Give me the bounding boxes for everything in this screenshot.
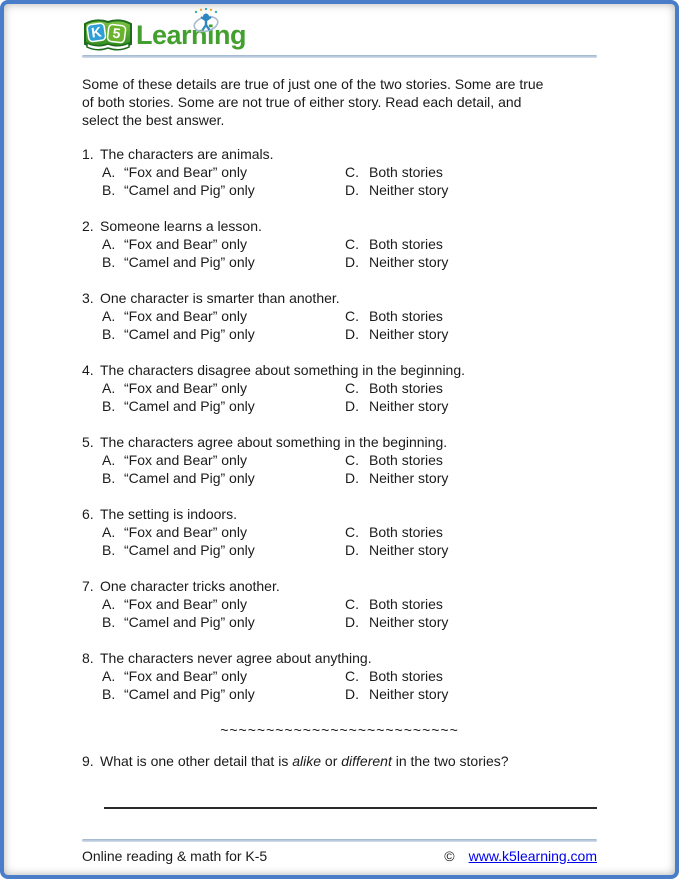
answer-line: [104, 807, 597, 809]
question-block: [82, 433, 597, 487]
option-label: Both stories: [369, 380, 443, 396]
option-letter: B.: [102, 542, 116, 558]
option-letter: B.: [102, 398, 116, 414]
question-block: [82, 361, 597, 415]
option-label: Neither story: [369, 614, 449, 630]
option-letter: B.: [102, 686, 116, 702]
option-letter: C.: [345, 308, 359, 324]
question-block: [82, 505, 597, 559]
question-number: 8.: [82, 650, 94, 666]
option-label: “Camel and Pig” only: [124, 398, 255, 414]
option-letter: D.: [345, 686, 359, 702]
option-letter: D.: [345, 614, 359, 630]
option-label: Both stories: [369, 668, 443, 684]
question-text: The characters are animals.: [100, 146, 274, 162]
option-letter: C.: [345, 452, 359, 468]
logo-letter-k: K: [90, 23, 103, 41]
option-letter: D.: [345, 182, 359, 198]
person-icon: [191, 8, 221, 34]
option-label: “Camel and Pig” only: [124, 470, 255, 486]
question-block: [82, 217, 597, 271]
logo-digit-5: 5: [111, 24, 122, 42]
option-label: “Fox and Bear” only: [124, 452, 247, 468]
header-rule: [82, 55, 597, 58]
question-number: 7.: [82, 578, 94, 594]
footer-tagline: Online reading & math for K-5: [82, 848, 268, 864]
instructions: [82, 75, 597, 129]
option-label: “Camel and Pig” only: [124, 542, 255, 558]
question-list: [82, 145, 597, 703]
question-number: 6.: [82, 506, 94, 522]
question-text: The setting is indoors.: [100, 506, 237, 522]
footer-rule: [82, 839, 597, 842]
option-label: “Fox and Bear” only: [124, 308, 247, 324]
option-label: “Camel and Pig” only: [124, 686, 255, 702]
question-text: The characters agree about something in the beginning.: [100, 434, 448, 450]
option-letter: C.: [345, 596, 359, 612]
question-number: 1.: [82, 146, 94, 162]
option-label: Neither story: [369, 542, 449, 558]
option-label: Both stories: [369, 596, 443, 612]
option-label: “Fox and Bear” only: [124, 596, 247, 612]
option-letter: C.: [345, 380, 359, 396]
option-label: Neither story: [369, 254, 449, 270]
option-letter: A.: [102, 452, 116, 468]
instructions-line-1: Some of these details are true of just one of the two stories. Some are true: [82, 76, 544, 92]
option-label: Neither story: [369, 398, 449, 414]
question-text: One character is smarter than another.: [100, 290, 340, 306]
option-letter: C.: [345, 164, 359, 180]
question-number: 5.: [82, 434, 94, 450]
option-letter: D.: [345, 254, 359, 270]
option-letter: C.: [345, 524, 359, 540]
question-text: Someone learns a lesson.: [100, 218, 262, 234]
option-letter: A.: [102, 668, 116, 684]
option-label: Neither story: [369, 326, 449, 342]
question-text: One character tricks another.: [100, 578, 280, 594]
option-letter: A.: [102, 380, 116, 396]
option-label: “Camel and Pig” only: [124, 254, 255, 270]
k5-learning-logo: [82, 15, 597, 55]
answer-options: [102, 523, 597, 559]
option-letter: D.: [345, 542, 359, 558]
option-letter: A.: [102, 236, 116, 252]
option-label: “Camel and Pig” only: [124, 182, 255, 198]
question-text: The characters never agree about anything.: [100, 650, 372, 666]
option-label: Neither story: [369, 182, 449, 198]
option-letter: C.: [345, 668, 359, 684]
option-letter: C.: [345, 236, 359, 252]
option-label: Both stories: [369, 524, 443, 540]
question-text: What is one other detail that is alike or different in the two stories?: [100, 753, 509, 769]
option-label: “Camel and Pig” only: [124, 326, 255, 342]
page-footer: [4, 839, 675, 865]
tilde-separator: ~~~~~~~~~~~~~~~~~~~~~~~~~~: [220, 722, 459, 738]
brand-text: Learning: [136, 20, 247, 50]
option-label: “Fox and Bear” only: [124, 524, 247, 540]
option-letter: D.: [345, 326, 359, 342]
question-number: 2.: [82, 218, 94, 234]
answer-options: [102, 451, 597, 487]
option-letter: A.: [102, 524, 116, 540]
option-label: Both stories: [369, 236, 443, 252]
book-icon: [82, 15, 134, 55]
instructions-line-2: of both stories. Some are not true of either story. Read each detail, and: [82, 94, 522, 110]
option-letter: B.: [102, 326, 116, 342]
question-9: [82, 752, 597, 770]
option-label: Neither story: [369, 470, 449, 486]
answer-options: [102, 379, 597, 415]
option-label: “Camel and Pig” only: [124, 614, 255, 630]
question-number: 4.: [82, 362, 94, 378]
option-label: “Fox and Bear” only: [124, 164, 247, 180]
answer-options: [102, 595, 597, 631]
option-label: Both stories: [369, 164, 443, 180]
option-label: Neither story: [369, 686, 449, 702]
question-block: [82, 289, 597, 343]
question-block: [82, 145, 597, 199]
answer-options: [102, 307, 597, 343]
question-number: 9.: [82, 753, 94, 769]
page-header: [82, 15, 597, 55]
brand-wordmark: [136, 15, 246, 55]
question-number: 3.: [82, 290, 94, 306]
instructions-line-3: select the best answer.: [82, 112, 225, 128]
option-letter: D.: [345, 470, 359, 486]
option-letter: B.: [102, 470, 116, 486]
option-label: “Fox and Bear” only: [124, 668, 247, 684]
question-block: [82, 577, 597, 631]
option-label: Both stories: [369, 308, 443, 324]
option-letter: A.: [102, 596, 116, 612]
option-letter: B.: [102, 614, 116, 630]
option-letter: D.: [345, 398, 359, 414]
copyright-symbol: ©: [444, 848, 455, 864]
question-block: [82, 649, 597, 703]
answer-options: [102, 163, 597, 199]
option-letter: A.: [102, 308, 116, 324]
question-text: The characters disagree about something in the beginning.: [100, 362, 466, 378]
option-letter: A.: [102, 164, 116, 180]
answer-options: [102, 235, 597, 271]
option-letter: B.: [102, 254, 116, 270]
option-label: “Fox and Bear” only: [124, 236, 247, 252]
option-label: Both stories: [369, 452, 443, 468]
option-letter: B.: [102, 182, 116, 198]
k5learning-link[interactable]: www.k5learning.com: [468, 848, 597, 864]
option-label: “Fox and Bear” only: [124, 380, 247, 396]
answer-options: [102, 667, 597, 703]
